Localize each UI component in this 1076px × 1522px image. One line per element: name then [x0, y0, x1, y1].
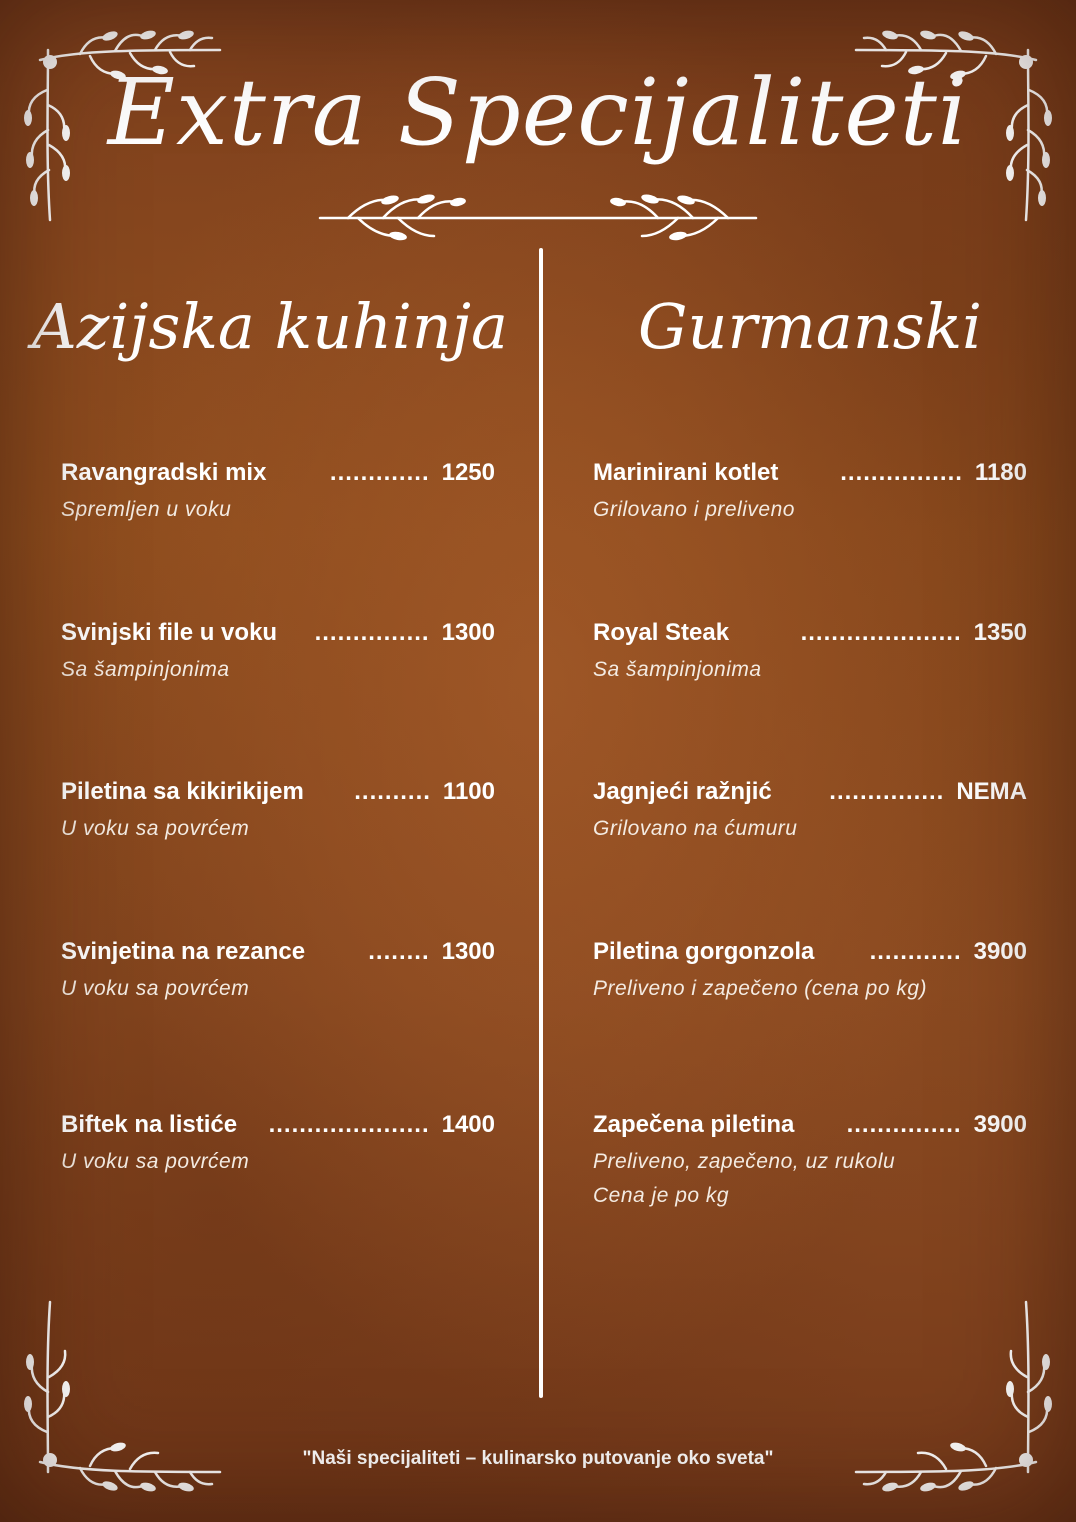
menu-item	[593, 936, 1027, 1006]
item-dots: ............	[869, 938, 962, 965]
item-price: NEMA	[956, 778, 1027, 805]
item-description: U voku sa povrćem	[61, 1150, 250, 1173]
item-dots: ................	[840, 459, 963, 486]
item-name: Royal Steak	[593, 619, 730, 646]
item-price: 1100	[442, 778, 495, 805]
item-description: Cena je po kg	[593, 1184, 730, 1207]
item-dots: ........	[368, 938, 430, 965]
item-dots: .............	[329, 459, 430, 486]
item-name: Zapečena piletina	[593, 1111, 795, 1138]
column-divider	[539, 248, 543, 1398]
item-dots: ...............	[829, 778, 945, 805]
item-name: Svinjetina na rezance	[61, 938, 306, 965]
item-description: Preliveno, zapečeno, uz rukolu	[593, 1150, 896, 1173]
item-dots: ...............	[314, 619, 430, 646]
item-description: U voku sa povrćem	[61, 977, 250, 1000]
menu-title: Extra Specijaliteti	[107, 59, 969, 166]
menu-item	[593, 457, 1027, 527]
item-dots: .....................	[268, 1111, 430, 1138]
item-name: Marinirani kotlet	[593, 459, 779, 486]
item-price: 1300	[441, 619, 495, 646]
menu-item	[593, 617, 1027, 687]
item-price: 1400	[441, 1111, 495, 1138]
item-price: 1350	[973, 619, 1027, 646]
item-price: 1250	[441, 459, 495, 486]
item-description: Sa šampinjonima	[593, 658, 762, 681]
menu-item	[61, 936, 495, 1006]
item-price: 3900	[973, 1111, 1027, 1138]
leaf-flourish-icon	[318, 180, 758, 250]
item-name: Svinjski file u voku	[61, 619, 278, 646]
item-name: Ravangradski mix	[61, 459, 267, 486]
menu-item	[593, 776, 1027, 846]
menu-item	[61, 617, 495, 687]
item-description: Spremljen u voku	[61, 498, 232, 521]
section-title-azijska: Azijska kuhinja	[32, 290, 508, 363]
menu-item	[61, 1109, 495, 1179]
item-description: Grilovano na ćumuru	[593, 817, 798, 840]
item-name: Biftek na listiće	[61, 1111, 238, 1138]
item-description: Preliveno i zapečeno (cena po kg)	[593, 977, 928, 1000]
item-name: Piletina sa kikirikijem	[61, 778, 304, 805]
menu-item	[61, 776, 495, 846]
item-description: Sa šampinjonima	[61, 658, 230, 681]
item-name: Jagnjeći ražnjić	[593, 778, 772, 805]
menu-item	[61, 457, 495, 527]
item-price: 1180	[974, 459, 1027, 486]
item-price: 1300	[441, 938, 495, 965]
footer-slogan: "Naši specijaliteti – kulinarsko putovanje oko sveta"	[302, 1448, 774, 1469]
item-name: Piletina gorgonzola	[593, 938, 815, 965]
item-description: Grilovano i preliveno	[593, 498, 795, 521]
item-description: U voku sa povrćem	[61, 817, 250, 840]
menu-item	[593, 1109, 1027, 1213]
item-price: 3900	[973, 938, 1027, 965]
item-dots: .....................	[800, 619, 962, 646]
item-dots: ...............	[846, 1111, 962, 1138]
section-title-gurmanski: Gurmanski	[638, 290, 982, 363]
item-dots: ..........	[354, 778, 431, 805]
